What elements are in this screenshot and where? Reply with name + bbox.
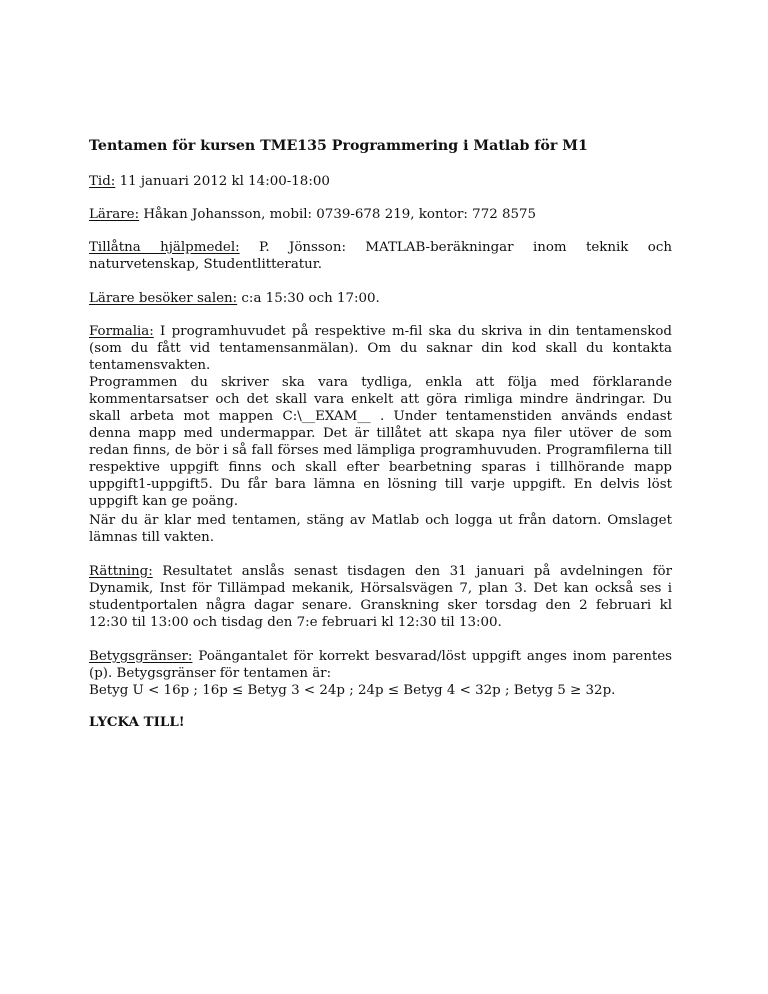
- formalia-text: I programhuvudet på respektive m-fil ska du skriva in din tentamenskod (som du fått vid tentamensanmälan). Om du saknar din kod skall du kontakta tentamensvakten.: [89, 324, 672, 373]
- formalia-label: Formalia:: [89, 324, 154, 339]
- formalia-paragraph: [89, 323, 672, 374]
- grade-limits-text: Poängantalet för korrekt besvarad/löst uppgift anges inom parentes (p). Betygsgränser för tentamen är:: [89, 649, 672, 681]
- allowed-aids-label: Tillåtna hjälpmedel:: [89, 240, 240, 255]
- exam-time-text: 11 januari 2012 kl 14:00-18:00: [115, 174, 330, 189]
- teacher-paragraph: [89, 206, 672, 223]
- grading-text: Resultatet anslås senast tisdagen den 31 januari på avdelningen för Dynamik, Inst för Tillämpad mekanik, Hörsalsvägen 7, plan 3. Det kan också ses i studentportalen några dagar senare. Granskning sker torsdag den 2 februari kl 12:30 til 13:00 och tisdag den 7:e februari kl 12:30 til 13:00.: [89, 564, 672, 630]
- grade-limits-label: Betygsgränser:: [89, 649, 193, 664]
- allowed-aids-paragraph: [89, 239, 672, 273]
- closing-text: LYCKA TILL!: [89, 714, 185, 730]
- grading-paragraph: [89, 563, 672, 631]
- teacher-visit-paragraph: [89, 290, 672, 307]
- allowed-aids-text: P. Jönsson: MATLAB-beräkningar inom teknik och naturvetenskap, Studentlitteratur.: [89, 240, 672, 272]
- teacher-visit-label: Lärare besöker salen:: [89, 291, 238, 306]
- grade-limits-paragraph: [89, 648, 672, 699]
- teacher-text: Håkan Johansson, mobil: 0739-678 219, kontor: 772 8575: [139, 207, 537, 222]
- grade-scale-text: Betyg U < 16p ; 16p ≤ Betyg 3 < 24p ; 24p ≤ Betyg 4 < 32p ; Betyg 5 ≥ 32p.: [89, 683, 616, 698]
- program-instructions-paragraph: Programmen du skriver ska vara tydliga, enkla att följa med förklarande kommentarsatser och det skall vara enkelt att göra rimliga mindre ändringar. Du skall arbeta mot mappen C:\__EXAM__ . Under tentamenstiden används endast denna mapp med undermappar. Det är tillåtet att skapa nya filer utöver de som redan finns, de bör i så fall förses med lämpliga programhuvuden. Programfilerna till respektive uppgift finns och skall efter bearbetning sparas i tillhörande mapp uppgift1-uppgift5. Du får bara lämna en lösning till varje uppgift. En delvis löst uppgift kan ge poäng.: [89, 375, 672, 509]
- page-title: Tentamen för kursen TME135 Programmering i Matlab för M1: [89, 138, 588, 154]
- finish-instructions-paragraph: När du är klar med tentamen, stäng av Matlab och logga ut från datorn. Omslaget lämnas till vakten.: [89, 513, 672, 545]
- exam-time-paragraph: [89, 173, 672, 190]
- teacher-visit-text: c:a 15:30 och 17:00.: [237, 291, 380, 306]
- exam-time-label: Tid:: [89, 174, 116, 189]
- grading-label: Rättning:: [89, 564, 153, 579]
- teacher-label: Lärare:: [89, 207, 140, 222]
